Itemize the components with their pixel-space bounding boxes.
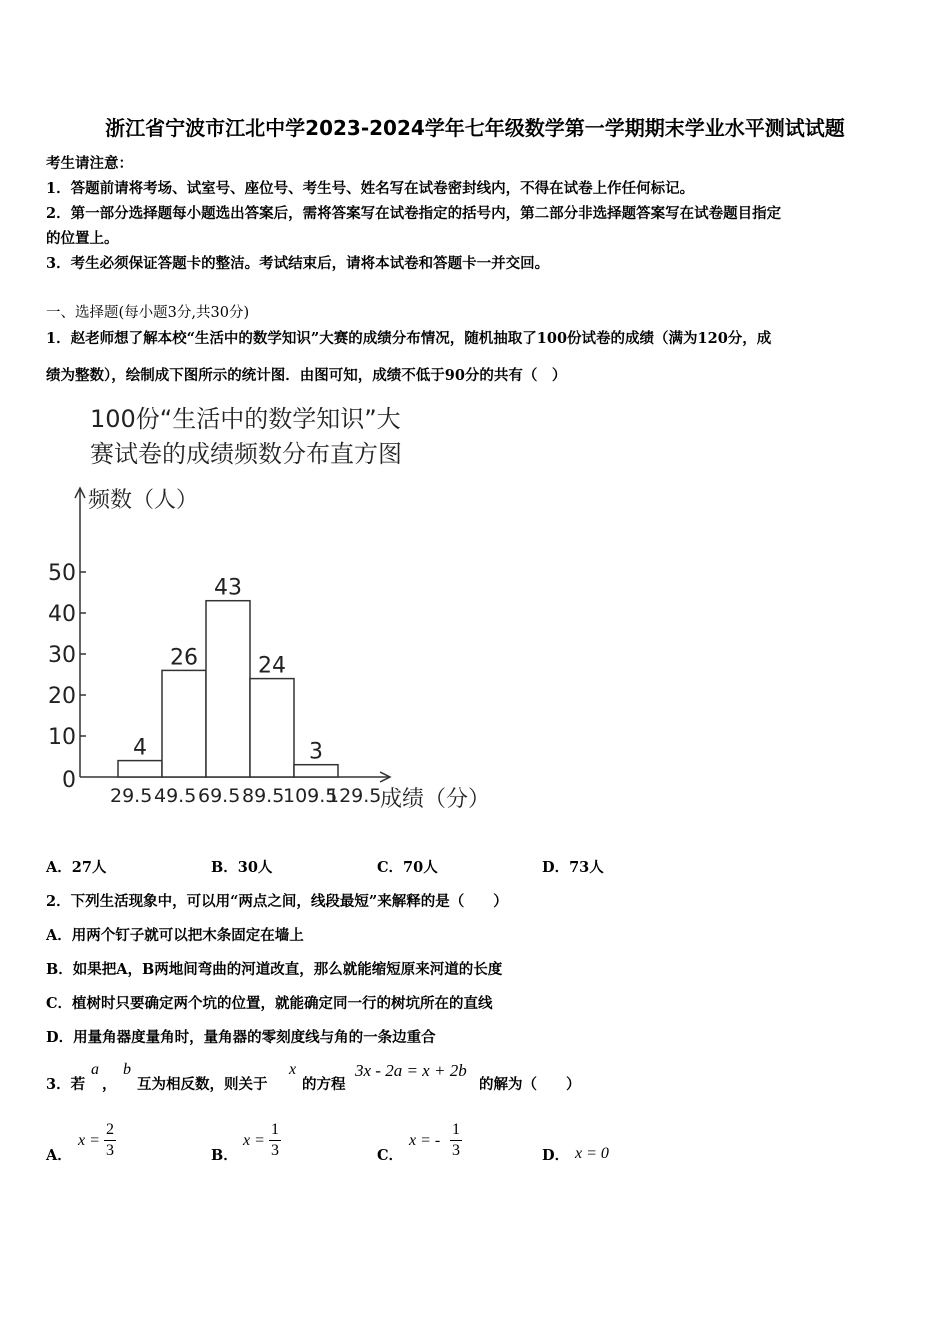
x-tick-label: 89.5 [242, 785, 285, 807]
fraction-bar [104, 1140, 116, 1141]
q1-option-d[interactable]: D．73人 [542, 859, 604, 876]
histogram-bar [294, 765, 338, 777]
x-tick-label: 129.5 [327, 785, 382, 807]
bar-value-label: 4 [133, 735, 147, 761]
q3-suffix: 的解为（ ） [479, 1076, 581, 1093]
y-tick-label: 0 [62, 768, 76, 793]
q3-option-c-fraction [450, 1121, 462, 1160]
x-tick-label: 109.5 [283, 785, 338, 807]
q3-option-a-lhs: x = [78, 1132, 100, 1149]
bar-value-label: 24 [258, 653, 286, 679]
x-tick-label: 49.5 [154, 785, 197, 807]
q3-option-b-letter[interactable]: B． [211, 1147, 238, 1164]
q3-var-a: a [91, 1061, 99, 1078]
fraction-denominator: 3 [106, 1142, 114, 1159]
fraction-denominator: 3 [271, 1142, 279, 1159]
q3-sep: ， [102, 1076, 117, 1093]
q3-option-c-letter[interactable]: C． [377, 1147, 404, 1164]
histogram-bar [250, 679, 294, 777]
q3-option-b-lhs: x = [243, 1132, 265, 1149]
histogram-bar [118, 761, 162, 777]
q2-option-d[interactable]: D．用量角器度量角时，量角器的零刻度线与角的一条边重合 [46, 1029, 436, 1046]
q3-option-a-fraction [104, 1121, 116, 1160]
histogram-bar [206, 601, 250, 777]
fraction-bar [450, 1140, 462, 1141]
q1-option-b[interactable]: B．30人 [211, 859, 273, 876]
chart-title-line2: 赛试卷的成绩频数分布直方图 [90, 440, 402, 468]
y-axis-label: 频数（人） [88, 488, 199, 513]
q1-stem-line1: 1．赵老师想了解本校“生活中的数学知识”大赛的成绩分布情况，随机抽取了100份试卷的成绩（满为120分，成 [46, 330, 772, 347]
q3-var-b: b [123, 1061, 131, 1078]
notice-item: 的位置上。 [46, 230, 119, 247]
section-title: 一、选择题(每小题3分,共30分) [46, 305, 250, 321]
x-tick-label: 29.5 [110, 785, 153, 807]
bars [118, 576, 338, 777]
bar-value-label: 43 [214, 575, 242, 601]
x-axis-label: 成绩（分） [380, 787, 491, 812]
page-title: 浙江省宁波市江北中学2023-2024学年七年级数学第一学期期末学业水平测试试题 [105, 116, 845, 140]
q1-option-a[interactable]: A．27人 [46, 859, 107, 876]
bar-value-label: 3 [309, 739, 323, 765]
y-tick-label: 40 [48, 602, 76, 627]
q3-equation: 3x - 2a = x + 2b [355, 1061, 467, 1080]
y-tick-label: 50 [48, 561, 76, 586]
q1-stem-line2: 绩为整数），绘制成下图所示的统计图．由图可知，成绩不低于90分的共有（ ） [46, 367, 567, 384]
q2-stem: 2．下列生活现象中，可以用“两点之间，线段最短”来解释的是（ ） [46, 893, 508, 910]
q3-option-c-lhs: x = - [409, 1132, 441, 1149]
notice-item: 1．答题前请将考场、试室号、座位号、考生号、姓名写在试卷密封线内，不得在试卷上作任何标记。 [46, 180, 695, 197]
fraction-denominator: 3 [452, 1142, 460, 1159]
q2-option-c[interactable]: C．植树时只要确定两个坑的位置，就能确定同一行的树坑所在的直线 [46, 995, 493, 1012]
fraction-bar [269, 1140, 281, 1141]
q3-option-a-letter[interactable]: A． [46, 1147, 72, 1164]
q3-option-d-expr: x = 0 [575, 1145, 609, 1162]
fraction-numerator: 1 [452, 1121, 460, 1138]
bar-value-label: 26 [170, 645, 198, 671]
y-tick-label: 20 [48, 684, 76, 709]
y-tick-label: 30 [48, 643, 76, 668]
fraction-numerator: 2 [106, 1121, 114, 1138]
chart-title-line1: 100份“生活中的数学知识”大 [90, 405, 401, 433]
notice-heading: 考生请注意： [46, 155, 133, 172]
fraction-numerator: 1 [271, 1121, 279, 1138]
q3-option-b-fraction [269, 1121, 281, 1160]
histogram-chart [40, 400, 520, 830]
q3-option-d-letter[interactable]: D． [542, 1147, 570, 1164]
q3-mid: 互为相反数，则关于 [137, 1076, 268, 1093]
q3-prefix: 3．若 [46, 1076, 86, 1093]
x-tick-label: 69.5 [198, 785, 241, 807]
notice-item: 3．考生必须保证答题卡的整洁。考试结束后，请将本试卷和答题卡一并交回。 [46, 255, 550, 272]
q2-option-b[interactable]: B．如果把A，B两地间弯曲的河道改直，那么就能缩短原来河道的长度 [46, 961, 503, 978]
notice-item: 2．第一部分选择题每小题选出答案后，需将答案写在试卷指定的括号内，第二部分非选择题答案写在试卷题目指定 [46, 205, 782, 222]
q3-var-x: x [289, 1061, 297, 1078]
q3-mid2: 的方程 [302, 1076, 346, 1093]
x-ticks [110, 785, 381, 807]
y-tick-label: 10 [48, 725, 76, 750]
q2-option-a[interactable]: A．用两个钉子就可以把木条固定在墙上 [46, 927, 304, 944]
q1-option-c[interactable]: C．70人 [377, 859, 438, 876]
histogram-bar [162, 670, 206, 777]
